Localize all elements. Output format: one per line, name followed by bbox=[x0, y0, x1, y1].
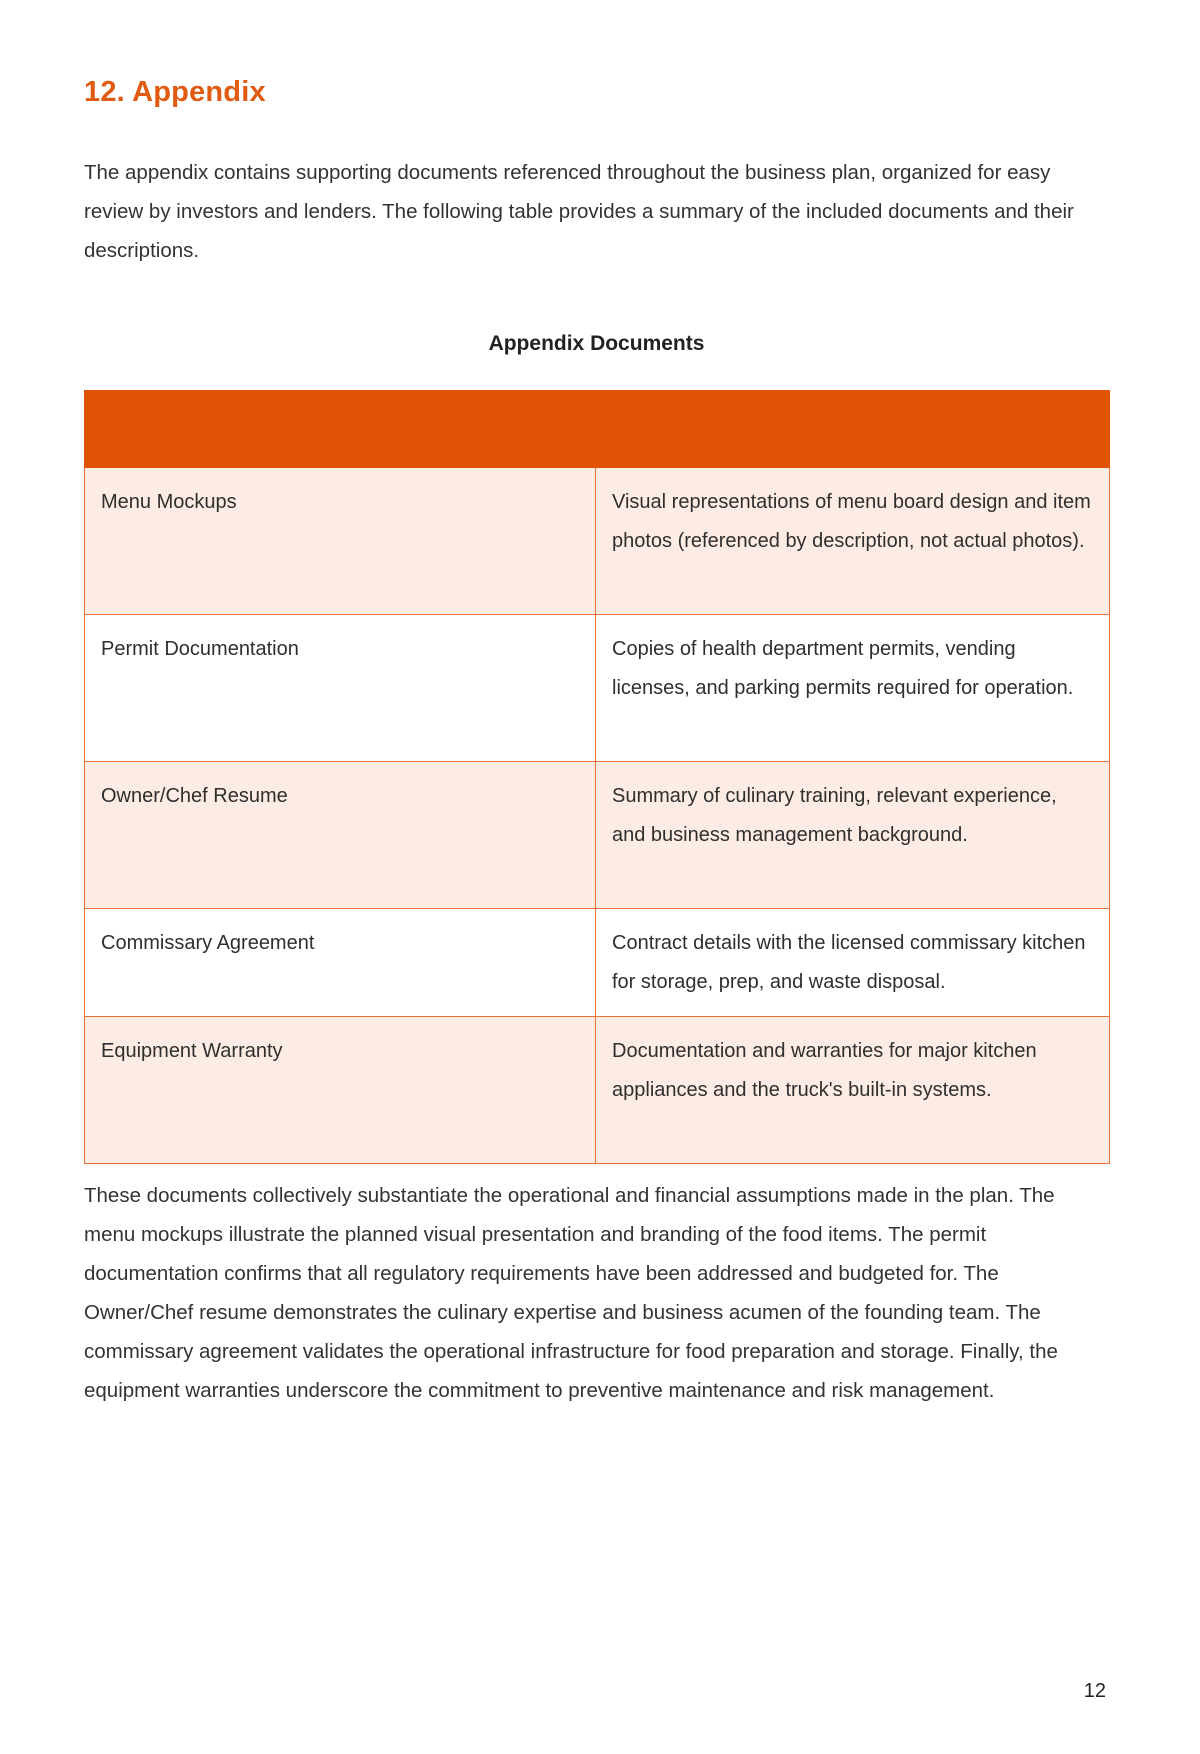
page-number: 12 bbox=[1083, 1680, 1106, 1702]
table-header-row bbox=[85, 391, 1110, 468]
document-name-cell: Commissary Agreement bbox=[85, 909, 596, 1017]
table-row bbox=[85, 762, 1110, 909]
section-heading: 12. Appendix bbox=[84, 76, 266, 108]
table-caption: Appendix Documents bbox=[488, 332, 705, 355]
document-name-cell: Owner/Chef Resume bbox=[85, 762, 596, 909]
appendix-documents-table bbox=[84, 390, 1110, 1164]
document-description-cell: Contract details with the licensed commissary kitchen for storage, prep, and waste disposal. bbox=[596, 909, 1110, 1017]
document-description-cell: Summary of culinary training, relevant experience, and business management background. bbox=[596, 762, 1110, 909]
table-row bbox=[85, 468, 1110, 615]
table-row bbox=[85, 615, 1110, 762]
intro-paragraph: The appendix contains supporting documents referenced throughout the business plan, organized for easy review by investors and lenders. The following table provides a summary of the included documents and their descriptions. bbox=[84, 161, 1074, 262]
table-header-cell-description bbox=[596, 391, 1110, 468]
document-name-cell: Menu Mockups bbox=[85, 468, 596, 615]
closing-paragraph: These documents collectively substantiate the operational and financial assumptions made in the plan. The menu mockups illustrate the planned visual presentation and branding of the food items. The permit documentation confirms that all regulatory requirements have been addressed and budgeted for. The Owner/Chef resume demonstrates the culinary expertise and business acumen of the founding team. The commissary agreement validates the operational infrastructure for food preparation and storage. Finally, the equipment warranties underscore the commitment to preventive maintenance and risk management. bbox=[84, 1184, 1058, 1402]
document-description-cell: Visual representations of menu board design and item photos (referenced by description, not actual photos). bbox=[596, 468, 1110, 615]
table-row bbox=[85, 909, 1110, 1017]
table-header-cell-document bbox=[85, 391, 596, 468]
document-description-cell: Copies of health department permits, vending licenses, and parking permits required for operation. bbox=[596, 615, 1110, 762]
document-description-cell: Documentation and warranties for major kitchen appliances and the truck's built-in systems. bbox=[596, 1017, 1110, 1164]
document-name-cell: Permit Documentation bbox=[85, 615, 596, 762]
table-row bbox=[85, 1017, 1110, 1164]
document-name-cell: Equipment Warranty bbox=[85, 1017, 596, 1164]
